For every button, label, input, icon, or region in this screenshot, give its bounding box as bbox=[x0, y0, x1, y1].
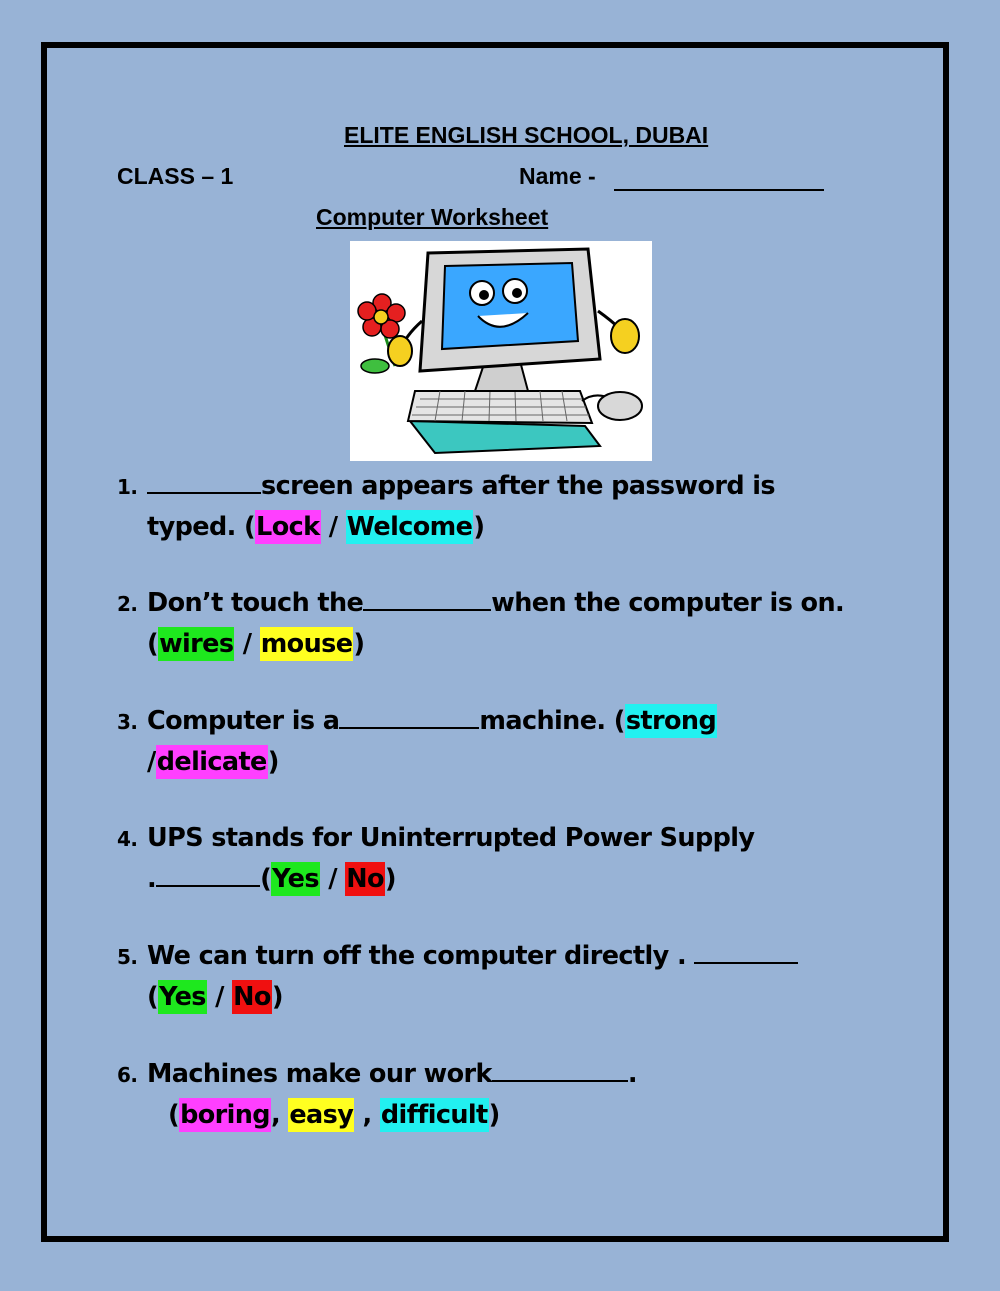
open-paren: ( bbox=[260, 864, 272, 894]
option-difficult: difficult bbox=[380, 1100, 488, 1130]
question-text: We can turn off the computer directly . bbox=[147, 941, 695, 971]
question-number: 2. bbox=[117, 592, 138, 616]
name-label: Name - bbox=[519, 163, 596, 189]
school-title: ELITE ENGLISH SCHOOL, DUBAI bbox=[344, 122, 709, 148]
option-wires: wires bbox=[159, 629, 234, 659]
question-text: typed. ( bbox=[147, 512, 256, 542]
question-3 bbox=[117, 701, 887, 783]
question-number: 3. bbox=[117, 710, 138, 734]
class-label: CLASS – 1 bbox=[117, 163, 234, 189]
question-number: 1. bbox=[117, 475, 138, 499]
close-paren: ) bbox=[384, 864, 396, 894]
option-boring: boring bbox=[180, 1100, 270, 1130]
answer-blank[interactable] bbox=[492, 1056, 628, 1082]
question-6 bbox=[117, 1054, 887, 1136]
option-separator: , bbox=[354, 1100, 380, 1130]
option-delicate: delicate bbox=[156, 747, 267, 777]
open-paren: ( bbox=[168, 1100, 180, 1130]
answer-blank[interactable] bbox=[156, 861, 260, 887]
option-mouse: mouse bbox=[260, 629, 353, 659]
question-text: Computer is a bbox=[147, 706, 340, 736]
question-text: . bbox=[147, 864, 157, 894]
question-1 bbox=[117, 466, 887, 548]
option-lock: Lock bbox=[256, 512, 320, 542]
option-separator: / bbox=[147, 747, 156, 777]
option-yes: Yes bbox=[272, 864, 319, 894]
answer-blank[interactable] bbox=[694, 938, 798, 964]
option-no: No bbox=[346, 864, 384, 894]
question-text: screen appears after the password is bbox=[261, 471, 776, 501]
question-text: Don’t touch the bbox=[147, 588, 364, 618]
close-paren: ) bbox=[271, 982, 283, 1012]
question-number: 6. bbox=[117, 1063, 138, 1087]
question-4 bbox=[117, 818, 887, 900]
option-separator: / bbox=[319, 864, 346, 894]
worksheet-title: Computer Worksheet bbox=[316, 204, 549, 230]
question-5 bbox=[117, 936, 887, 1018]
close-paren: ) bbox=[267, 747, 279, 777]
question-2 bbox=[117, 583, 887, 665]
option-separator: , bbox=[270, 1100, 289, 1130]
question-text: machine. ( bbox=[479, 706, 625, 736]
open-paren: ( bbox=[147, 982, 159, 1012]
option-welcome: Welcome bbox=[346, 512, 473, 542]
question-number: 4. bbox=[117, 827, 138, 851]
close-paren: ) bbox=[488, 1100, 500, 1130]
option-separator: / bbox=[234, 629, 260, 659]
question-text: . bbox=[627, 1059, 637, 1089]
close-paren: ) bbox=[353, 629, 365, 659]
option-strong: strong bbox=[625, 706, 717, 736]
close-paren: ) bbox=[473, 512, 485, 542]
open-paren: ( bbox=[147, 629, 159, 659]
answer-blank[interactable] bbox=[339, 703, 479, 729]
name-blank[interactable] bbox=[614, 189, 824, 191]
option-separator: / bbox=[206, 982, 233, 1012]
question-text: UPS stands for Uninterrupted Power Supply bbox=[147, 823, 755, 853]
question-text: Machines make our work bbox=[147, 1059, 492, 1089]
option-yes: Yes bbox=[159, 982, 206, 1012]
question-text: when the computer is on. bbox=[491, 588, 845, 618]
answer-blank[interactable] bbox=[363, 585, 491, 611]
answer-blank[interactable] bbox=[147, 468, 261, 494]
option-separator: / bbox=[320, 512, 346, 542]
option-easy: easy bbox=[289, 1100, 354, 1130]
option-no: No bbox=[233, 982, 271, 1012]
question-number: 5. bbox=[117, 945, 138, 969]
cartoon-computer-icon bbox=[350, 241, 652, 461]
